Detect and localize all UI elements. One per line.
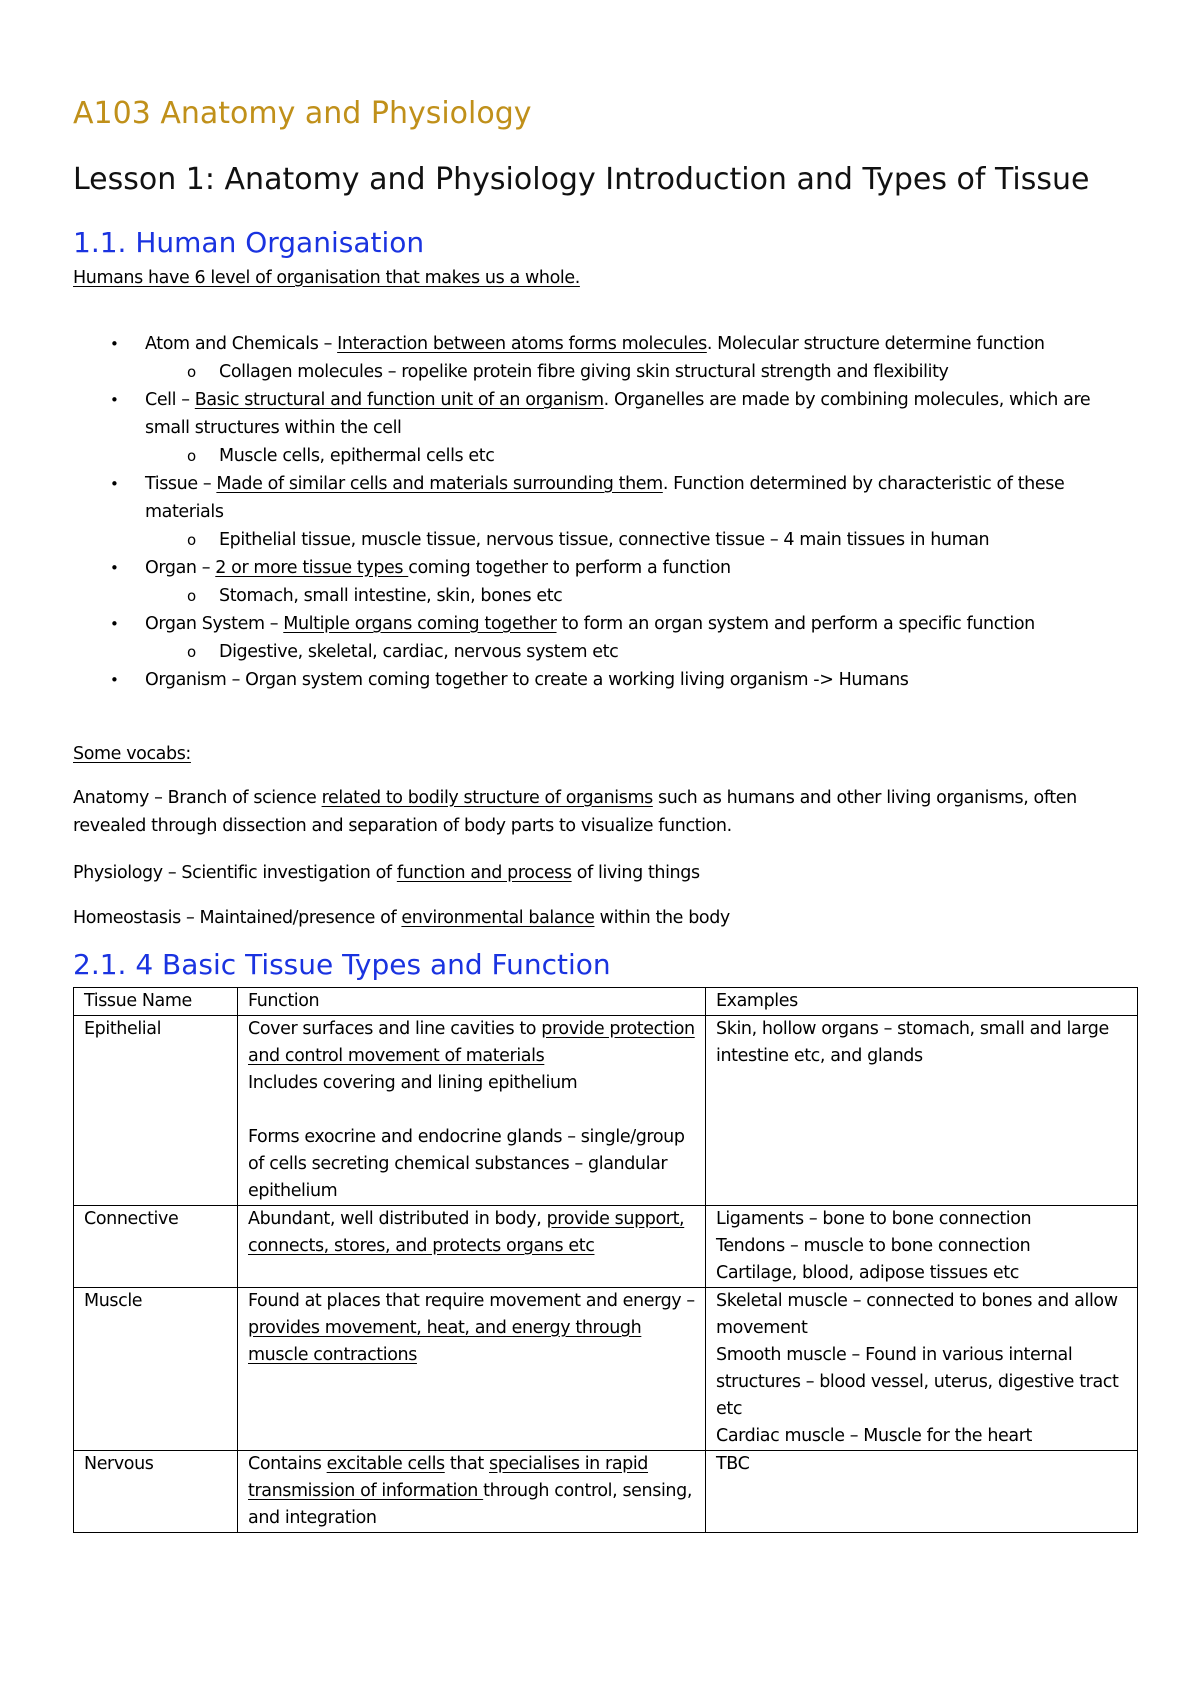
- table-row: [74, 1451, 1138, 1533]
- bullet-icon: •: [110, 391, 119, 409]
- vocab-anatomy: Anatomy – Branch of science related to bodily structure of organisms such as humans and other living organisms, often revealed through dissection and separation of body parts to visualize function.: [73, 788, 1077, 836]
- section-heading-human-organisation: 1.1. Human Organisation: [73, 226, 425, 259]
- examples-cell: Skeletal muscle – connected to bones and allow movement Smooth muscle – Found in various internal structures – blood vessel, uterus, digestive tract etc Cardiac muscle – Muscle for the heart: [706, 1288, 1138, 1451]
- list-item-organ: • Organ – 2 or more tissue types coming together to perform a function o Stomach, small intestine, skin, bones etc: [73, 554, 1133, 610]
- bullet-icon: •: [110, 475, 119, 493]
- bullet-icon: •: [110, 335, 119, 353]
- course-title: A103 Anatomy and Physiology: [73, 96, 532, 131]
- list-item-organ-system: • Organ System – Multiple organs coming together to form an organ system and perform a specific function o Digestive, skeletal, cardiac, nervous system etc: [73, 610, 1133, 666]
- lesson-title: Lesson 1: Anatomy and Physiology Introduction and Types of Tissue: [73, 162, 1090, 197]
- vocab-homeostasis: Homeostasis – Maintained/presence of environmental balance within the body: [73, 908, 730, 928]
- list-item-organism: • Organism – Organ system coming together to create a working living organism -> Humans: [73, 666, 1133, 694]
- sub-bullet-icon: o: [187, 643, 196, 661]
- function-cell: Cover surfaces and line cavities to provide protection and control movement of materials Includes covering and lining epithelium Forms exocrine and endocrine glands – single/group of cells secreting chemical substances – glandular epithelium: [238, 1016, 706, 1206]
- function-cell: Found at places that require movement and energy – provides movement, heat, and energy through muscle contractions: [238, 1288, 706, 1451]
- table-row: [74, 1206, 1138, 1288]
- vocab-physiology: Physiology – Scientific investigation of function and process of living things: [73, 863, 700, 883]
- bullet-icon: •: [110, 559, 119, 577]
- list-item-cell: • Cell – Basic structural and function unit of an organism. Organelles are made by combining molecules, which are small structures within the cell o Muscle cells, epithermal cells etc: [73, 386, 1133, 470]
- table-row: [74, 1288, 1138, 1451]
- sub-list-item: o Digestive, skeletal, cardiac, nervous system etc: [73, 638, 1133, 666]
- sub-list-item: o Collagen molecules – ropelike protein fibre giving skin structural strength and flexibility: [73, 358, 1133, 386]
- list-item-atom: • Atom and Chemicals – Interaction between atoms forms molecules. Molecular structure determine function o Collagen molecules – ropelike protein fibre giving skin structural strength and flexibility: [73, 330, 1133, 386]
- tissue-name-cell: Nervous: [74, 1451, 238, 1533]
- sub-list-item: o Stomach, small intestine, skin, bones etc: [73, 582, 1133, 610]
- section-heading-tissue-types: 2.1. 4 Basic Tissue Types and Function: [73, 948, 611, 981]
- list-item-tissue: • Tissue – Made of similar cells and materials surrounding them. Function determined by characteristic of these materials o Epithelial tissue, muscle tissue, nervous tissue, connective tissue – 4 main tissues in human: [73, 470, 1133, 554]
- function-cell: Contains excitable cells that specialises in rapid transmission of information through control, sensing, and integration: [238, 1451, 706, 1533]
- tissue-name-cell: Muscle: [74, 1288, 238, 1451]
- table-header-row: [74, 988, 1138, 1016]
- table-header-cell: Tissue Name: [74, 988, 238, 1016]
- sub-bullet-icon: o: [187, 363, 196, 381]
- organisation-levels-list: [73, 330, 1133, 694]
- sub-list-item: o Muscle cells, epithermal cells etc: [73, 442, 1133, 470]
- sub-bullet-icon: o: [187, 447, 196, 465]
- tissue-types-table: [73, 987, 1138, 1533]
- vocab-heading: Some vocabs:: [73, 744, 191, 764]
- bullet-icon: •: [110, 615, 119, 633]
- examples-cell: Skin, hollow organs – stomach, small and large intestine etc, and glands: [706, 1016, 1138, 1206]
- table-header-cell: Function: [238, 988, 706, 1016]
- sub-bullet-icon: o: [187, 531, 196, 549]
- table-header-cell: Examples: [706, 988, 1138, 1016]
- bullet-icon: •: [110, 671, 119, 689]
- sub-list-item: o Epithelial tissue, muscle tissue, nervous tissue, connective tissue – 4 main tissues in human: [73, 526, 1133, 554]
- tissue-name-cell: Connective: [74, 1206, 238, 1288]
- intro-paragraph: [73, 264, 1133, 292]
- examples-cell: TBC: [706, 1451, 1138, 1533]
- function-cell: Abundant, well distributed in body, provide support, connects, stores, and protects organs etc: [238, 1206, 706, 1288]
- examples-cell: Ligaments – bone to bone connection Tendons – muscle to bone connection Cartilage, blood, adipose tissues etc: [706, 1206, 1138, 1288]
- sub-bullet-icon: o: [187, 587, 196, 605]
- tissue-name-cell: Epithelial: [74, 1016, 238, 1206]
- table-row: [74, 1016, 1138, 1206]
- intro-text: Humans have 6 level of organisation that makes us a whole.: [73, 268, 580, 288]
